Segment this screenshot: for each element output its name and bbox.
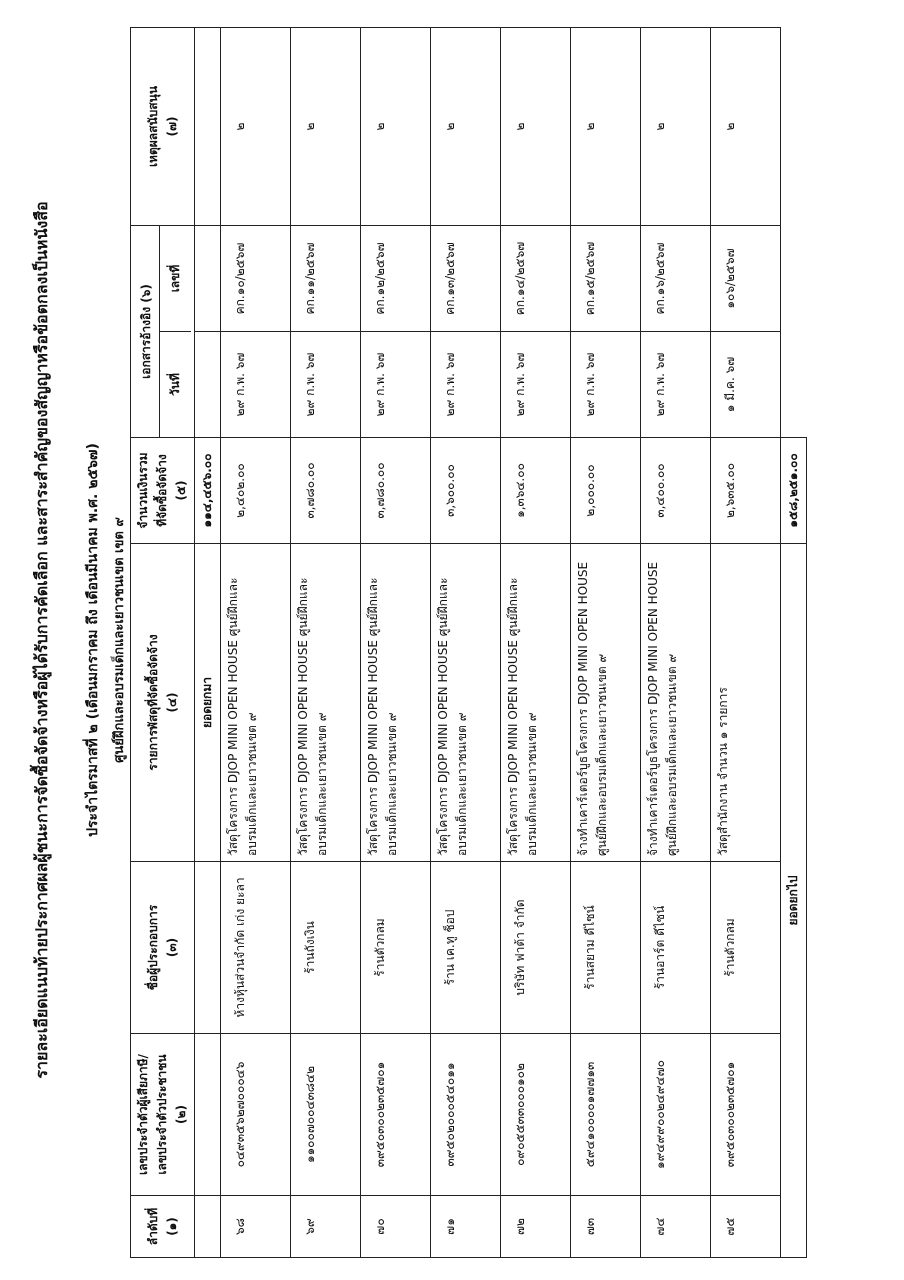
row-doc-number: คก.๑๕/๒๕๖๗ bbox=[571, 226, 641, 332]
row-amount: ๓,๗๘๐.๐๐ bbox=[291, 438, 361, 544]
row-vendor: ร้านถังเงิน bbox=[291, 862, 361, 1034]
row-vendor: บริษัท ฟาต้า จำกัด bbox=[501, 862, 571, 1034]
row-reason: ๒ bbox=[361, 28, 431, 226]
row-amount: ๓,๗๘๐.๐๐ bbox=[361, 438, 431, 544]
document-title: รายละเอียดแนบท้ายประกาศผลผู้ชนะการจัดซื้อจัดจ้างหรือผู้ได้รับการคัดเลือก และสาระสำคัญของสัญญาหรือข้อตกลงเป็นหนังสือ bbox=[32, 201, 51, 1079]
row-doc-date: ๒๙ ก.พ. ๖๗ bbox=[361, 332, 431, 438]
row-vendor: ร้านสยาม ดีไซน์ bbox=[571, 862, 641, 1034]
row-vendor: ร้านตัวกลม bbox=[711, 862, 781, 1034]
row-reason: ๒ bbox=[571, 28, 641, 226]
header-reason: เหตุผลสนับสนุน (๗) bbox=[131, 28, 195, 226]
row-taxid: ๕๙๔๑๐๐๐๐๑๗๗๑๓ bbox=[571, 1034, 641, 1196]
row-doc-date: ๒๙ ก.พ. ๖๗ bbox=[431, 332, 501, 438]
table-row bbox=[291, 28, 361, 1258]
header-amount: จำนวนเงินรวม ที่จัดซื้อจัดจ้าง (๕) bbox=[131, 438, 195, 544]
row-amount: ๓,๔๐๐.๐๐ bbox=[641, 438, 711, 544]
header-seq: ลำดับที่ (๑) bbox=[131, 1196, 195, 1258]
row-seq: ๗๒ bbox=[501, 1196, 571, 1258]
row-amount: ๒,๖๓๕.๐๐ bbox=[711, 438, 781, 544]
row-doc-number: คก.๑๑/๒๕๖๗ bbox=[291, 226, 361, 332]
header-item: รายการพัสดุที่จัดซื้อจัดจ้าง (๔) bbox=[131, 544, 195, 862]
row-doc-number: ๑๐๖/๒๕๖๗ bbox=[711, 226, 781, 332]
row-amount: ๒,๐๐๐.๐๐ bbox=[571, 438, 641, 544]
carried-in-amount: ๑๑๔,๔๕๖.๐๐ bbox=[195, 438, 221, 544]
row-item: วัสดุสำนักงาน จำนวน ๑ รายการ bbox=[711, 544, 781, 862]
carried-in-label: ยอดยกมา bbox=[195, 544, 221, 862]
table-row bbox=[501, 28, 571, 1258]
row-reason: ๒ bbox=[641, 28, 711, 226]
row-seq: ๗๐ bbox=[361, 1196, 431, 1258]
row-doc-date: ๒๙ ก.พ. ๖๗ bbox=[501, 332, 571, 438]
row-doc-number: คก.๑๐/๒๕๖๗ bbox=[221, 226, 291, 332]
row-vendor: ร้าน เค.ทู ช็อป bbox=[431, 862, 501, 1034]
row-seq: ๖๘ bbox=[221, 1196, 291, 1258]
row-doc-number: คก.๑๒/๒๕๖๗ bbox=[361, 226, 431, 332]
row-item: วัสดุโครงการ DJOP MINI OPEN HOUSE ศูนย์ฝึกและอบรมเด็กและเยาวชนเขต ๙ bbox=[291, 544, 361, 862]
row-taxid: ๓๙๕๐๓๐๐๒๓๕๗๐๑ bbox=[711, 1034, 781, 1196]
table-row bbox=[431, 28, 501, 1258]
header-taxid: เลขประจำตัวผู้เสียภาษี/ เลขประจำตัวประชาชน (๒) bbox=[131, 1034, 195, 1196]
table-row bbox=[571, 28, 641, 1258]
document-unit: ศูนย์ฝึกและอบรมเด็กและเยาวชนเขต เขต ๙ bbox=[112, 517, 127, 763]
row-doc-date: ๒๙ ก.พ. ๖๗ bbox=[291, 332, 361, 438]
row-doc-date: ๒๙ ก.พ. ๖๗ bbox=[221, 332, 291, 438]
row-doc-number: คก.๑๓/๒๕๖๗ bbox=[431, 226, 501, 332]
carried-out-amount: ๑๕๘,๒๕๑.๐๐ bbox=[781, 438, 807, 544]
row-reason: ๒ bbox=[221, 28, 291, 226]
row-taxid: ๐๔๙๓๕๖๒๗๐๐๐๔๖ bbox=[221, 1034, 291, 1196]
row-taxid: ๐๙๐๕๕๓๓๐๐๐๑๐๒ bbox=[501, 1034, 571, 1196]
row-seq: ๖๙ bbox=[291, 1196, 361, 1258]
header-doc-number: เลขที่ bbox=[168, 264, 182, 293]
row-taxid: ๑๑๐๐๗๐๐๔๓๘๔๒ bbox=[291, 1034, 361, 1196]
carried-out-row bbox=[781, 28, 807, 1258]
table-row bbox=[361, 28, 431, 1258]
row-reason: ๒ bbox=[431, 28, 501, 226]
row-doc-date: ๑ มี.ค. ๖๗ bbox=[711, 332, 781, 438]
row-amount: ๒,๔๐๒.๐๐ bbox=[221, 438, 291, 544]
row-seq: ๗๔ bbox=[641, 1196, 711, 1258]
row-taxid: ๓๙๕๐๒๐๐๐๕๔๐๑๑ bbox=[431, 1034, 501, 1196]
row-item: จ้างทำเคาร์เตอร์บูธโครงการ DJOP MINI OPEN HOUSE ศูนย์ฝึกและอบรมเด็กและเยาวชนเขต ๙ bbox=[571, 544, 641, 862]
carried-in-row bbox=[195, 28, 221, 1258]
row-seq: ๗๕ bbox=[711, 1196, 781, 1258]
table-row bbox=[641, 28, 711, 1258]
row-seq: ๗๓ bbox=[571, 1196, 641, 1258]
row-vendor: ร้านตัวกลม bbox=[361, 862, 431, 1034]
row-doc-date: ๒๙ ก.พ. ๖๗ bbox=[641, 332, 711, 438]
row-taxid: ๑๙๔๙๙๐๐๒๔๙๔๗๐ bbox=[641, 1034, 711, 1196]
row-reason: ๒ bbox=[501, 28, 571, 226]
row-item: จ้างทำเคาร์เตอร์บูธโครงการ DJOP MINI OPEN HOUSE ศูนย์ฝึกและอบรมเด็กและเยาวชนเขต ๙ bbox=[641, 544, 711, 862]
row-reason: ๒ bbox=[711, 28, 781, 226]
header-doc-ref: เอกสารอ้างอิง (๖) วันที่ เลขที่ bbox=[131, 226, 195, 438]
row-doc-number: คก.๑๖/๒๕๖๗ bbox=[641, 226, 711, 332]
row-reason: ๒ bbox=[291, 28, 361, 226]
table-row bbox=[221, 28, 291, 1258]
row-doc-date: ๒๙ ก.พ. ๖๗ bbox=[571, 332, 641, 438]
row-amount: ๓,๖๐๐.๐๐ bbox=[431, 438, 501, 544]
row-amount: ๑,๓๖๔.๐๐ bbox=[501, 438, 571, 544]
document-period: ประจำไตรมาสที่ ๒ (เดือนมกราคม ถึง เดือนมีนาคม พ.ศ. ๒๕๖๗) bbox=[85, 443, 101, 837]
row-item: วัสดุโครงการ DJOP MINI OPEN HOUSE ศูนย์ฝึกและอบรมเด็กและเยาวชนเขต ๙ bbox=[501, 544, 571, 862]
table-row bbox=[711, 28, 781, 1258]
row-item: วัสดุโครงการ DJOP MINI OPEN HOUSE ศูนย์ฝึกและอบรมเด็กและเยาวชนเขต ๙ bbox=[221, 544, 291, 862]
procurement-table bbox=[130, 27, 807, 1258]
row-doc-number: คก.๑๔/๒๕๖๗ bbox=[501, 226, 571, 332]
carried-out-label: ยอดยกไป bbox=[781, 544, 807, 1258]
header-doc-date: วันที่ bbox=[160, 331, 191, 437]
row-item: วัสดุโครงการ DJOP MINI OPEN HOUSE ศูนย์ฝึกและอบรมเด็กและเยาวชนเขต ๙ bbox=[361, 544, 431, 862]
row-item: วัสดุโครงการ DJOP MINI OPEN HOUSE ศูนย์ฝึกและอบรมเด็กและเยาวชนเขต ๙ bbox=[431, 544, 501, 862]
row-taxid: ๓๙๕๐๓๐๐๒๓๕๗๐๑ bbox=[361, 1034, 431, 1196]
row-seq: ๗๑ bbox=[431, 1196, 501, 1258]
row-vendor: ร้านอาร์ต ดีไซน์ bbox=[641, 862, 711, 1034]
header-vendor: ชื่อผู้ประกอบการ (๓) bbox=[131, 862, 195, 1034]
row-vendor: ห้างหุ้นส่วนจำกัด เก่ง ยะลา bbox=[221, 862, 291, 1034]
